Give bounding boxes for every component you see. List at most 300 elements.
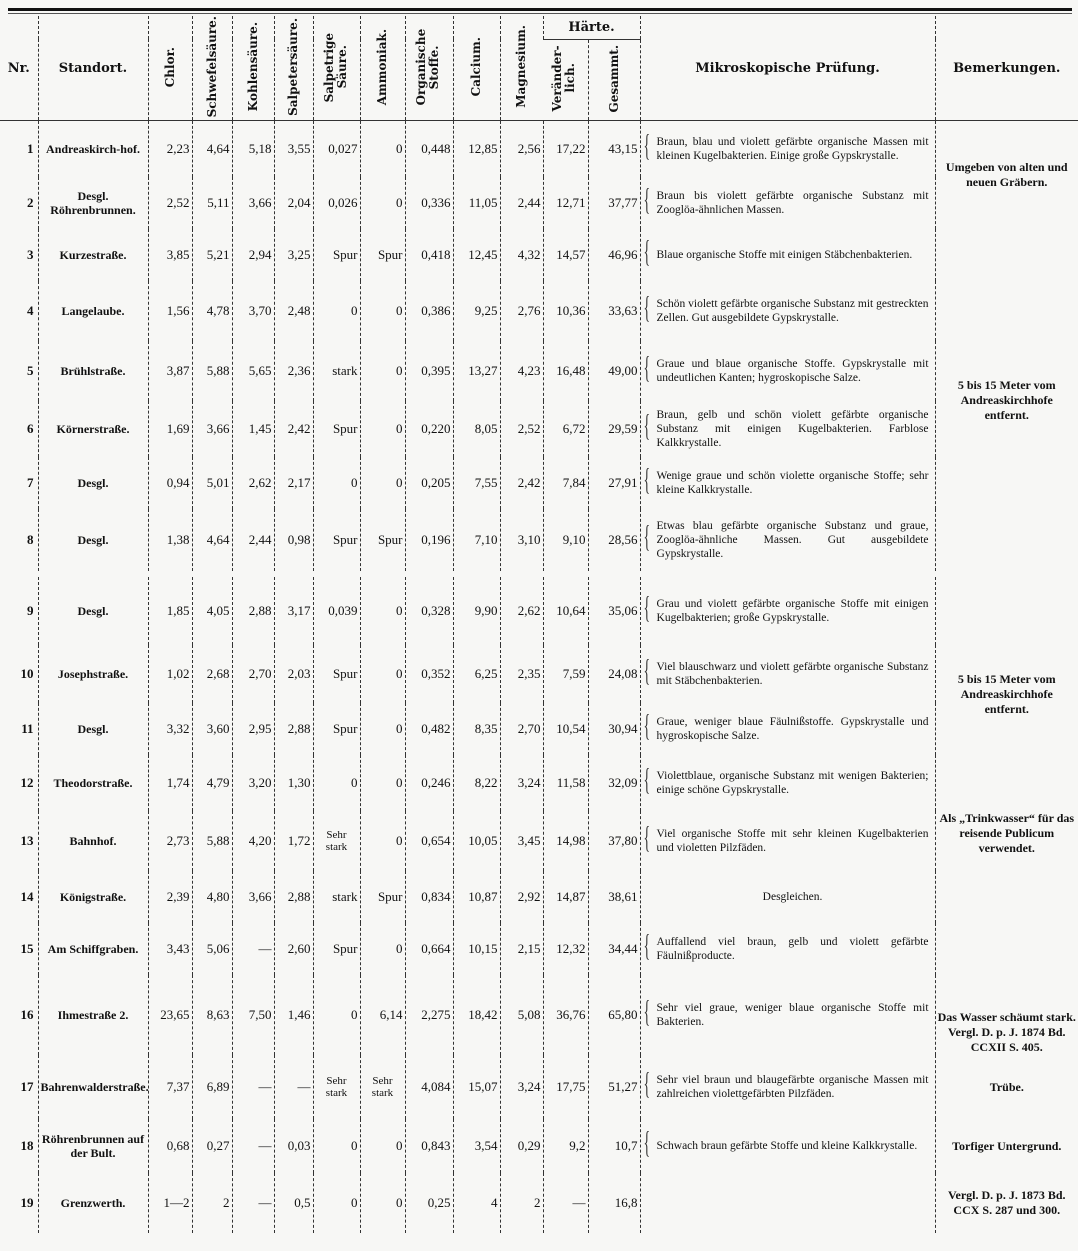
value-magnesium: 2,35 [500,645,543,703]
value-schwefel: 3,60 [192,703,232,755]
top-rule-thin [8,13,1072,14]
location-cell: Josephstraße. [38,645,148,703]
header-organische-label: Organische Stoffe. [414,28,441,106]
value-gesammt: 33,63 [588,281,640,341]
row-number: 13 [20,833,34,849]
value-gesammt: 16,8 [588,1173,640,1233]
value-gesammt: 65,80 [588,975,640,1055]
header-ammoniak-label: Ammoniak. [375,28,389,105]
value-gesammt: 46,96 [588,229,640,281]
table-row [0,177,1078,229]
microscopic-result: { Violettblaue, organische Substanz mit wenigen Bakterien; einige schöne Gypskrystalle. [640,755,935,811]
value-magnesium: 0,29 [500,1119,543,1173]
value-chlor: 3,32 [148,703,192,755]
value-organ: 0,336 [405,177,453,229]
value-gesammt: 28,56 [588,509,640,571]
remark-group-1-2: Umgeben von alten und neuen Gräbern. [935,121,1078,230]
value-magnesium: 4,32 [500,229,543,281]
value-organ: 0,386 [405,281,453,341]
value-calcium: 12,85 [453,121,500,178]
location-cell: Brühlstraße. [38,341,148,401]
value-organ: 0,246 [405,755,453,811]
value-kohlen: 2,62 [232,457,274,509]
value-schwefel: 2 [192,1173,232,1233]
value-organ: 0,395 [405,341,453,401]
value-kohlen: 3,66 [232,871,274,923]
location-cell: Röhrenbrunnen auf der Bult. [38,1119,148,1173]
microscopic-result: Desgleichen. [640,871,935,923]
value-organ: 0,220 [405,401,453,457]
value-ammoniak: 0 [360,341,405,401]
location-cell: Grenzwerth. [38,1173,148,1233]
row-number: 10 [20,666,34,682]
value-salpetrig: Spur [313,401,360,457]
remark: Torfiger Untergrund. [935,1119,1078,1173]
value-calcium: 15,07 [453,1055,500,1119]
location-cell: Theodorstraße. [38,755,148,811]
header-veraenderlich-label: Veränder-lich. [550,45,578,112]
value-chlor: 1,85 [148,577,192,645]
value-salpeter: 2,48 [274,281,313,341]
value-organ: 0,205 [405,457,453,509]
value-veraend: 6,72 [543,401,588,457]
value-salpetrig: Spur [313,703,360,755]
microscopic-result: { Viel blauschwarz und violett gefärbte organische Substanz mit Stäbchenbakterien. [640,645,935,703]
value-calcium: 18,42 [453,975,500,1055]
value-organ: 0,834 [405,871,453,923]
value-magnesium: 5,08 [500,975,543,1055]
value-chlor: 1—2 [148,1173,192,1233]
value-salpetrig: 0 [313,1173,360,1233]
microscopic-result: { Sehr viel graue, weniger blaue organische Stoffe mit Bakterien. [640,975,935,1055]
value-veraend: — [543,1173,588,1233]
value-salpetrig: 0 [313,1119,360,1173]
value-schwefel: 4,05 [192,577,232,645]
microscopic-result: { Wenige graue und schön violette organische Stoffe; sehr kleine Kalkkrystalle. [640,457,935,509]
value-organ: 0,25 [405,1173,453,1233]
value-chlor: 1,56 [148,281,192,341]
value-organ: 0,448 [405,121,453,178]
location-cell: Ihmestraße 2. [38,975,148,1055]
value-calcium: 7,55 [453,457,500,509]
value-veraend: 12,32 [543,923,588,975]
header-gesammt-label: Gesammt. [606,44,621,113]
value-chlor: 0,68 [148,1119,192,1173]
value-ammoniak: 0 [360,755,405,811]
value-kohlen: 3,20 [232,755,274,811]
table-row [0,121,1078,178]
location-cell: Bahrenwalderstraße. [38,1055,148,1119]
value-kohlen: 2,94 [232,229,274,281]
value-chlor: 3,43 [148,923,192,975]
value-ammoniak: 0 [360,577,405,645]
value-salpeter: 2,03 [274,645,313,703]
row-number: 1 [27,141,34,157]
value-kohlen: 2,88 [232,577,274,645]
value-chlor: 1,74 [148,755,192,811]
value-veraend: 12,71 [543,177,588,229]
value-ammoniak: 0 [360,703,405,755]
location-cell: Desgl. Röhrenbrunnen. [38,177,148,229]
value-gesammt: 49,00 [588,341,640,401]
value-chlor: 2,39 [148,871,192,923]
value-calcium: 12,45 [453,229,500,281]
value-magnesium: 3,45 [500,811,543,871]
value-salpetrig: 0,039 [313,577,360,645]
value-salpetrig: 0,027 [313,121,360,178]
value-salpeter: 3,25 [274,229,313,281]
table-row [0,755,1078,811]
value-magnesium: 2,70 [500,703,543,755]
microscopic-result: { Braun, blau und violett gefärbte organische Massen mit kleinen Kugelbakterien. Einige große Gypskrystalle. [640,121,935,178]
table-body [0,121,1078,1234]
location-cell: Langelaube. [38,281,148,341]
remark-group-3-8: 5 bis 15 Meter vom Andreaskirchhofe entfernt. [935,229,1078,571]
value-salpeter: 0,98 [274,509,313,571]
value-chlor: 2,73 [148,811,192,871]
value-gesammt: 37,77 [588,177,640,229]
value-ammoniak: 0 [360,923,405,975]
row-number: 4 [27,303,34,319]
row-number: 16 [20,1007,34,1023]
value-calcium: 8,22 [453,755,500,811]
value-calcium: 8,35 [453,703,500,755]
value-salpetrig: 0 [313,755,360,811]
value-calcium: 4 [453,1173,500,1233]
value-veraend: 36,76 [543,975,588,1055]
value-veraend: 10,36 [543,281,588,341]
location-cell: Desgl. [38,457,148,509]
value-gesammt: 43,15 [588,121,640,178]
microscopic-result: { Braun, gelb und schön violett gefärbte organische Substanz mit einigen Kugelbakterien. Farblose Kalkkrystalle. [640,401,935,457]
location-cell: Desgl. [38,703,148,755]
value-chlor: 1,69 [148,401,192,457]
microscopic-result: { Etwas blau gefärbte organische Substanz und graue, Zooglöa-ähnliche Massen. Gut ausgebildete Gypskrystalle. [640,509,935,571]
value-ammoniak: Spur [360,229,405,281]
value-salpeter: 1,72 [274,811,313,871]
value-magnesium: 2,62 [500,577,543,645]
value-gesammt: 24,08 [588,645,640,703]
value-kohlen: 2,70 [232,645,274,703]
value-gesammt: 38,61 [588,871,640,923]
value-ammoniak: 0 [360,1119,405,1173]
remark: Als „Trinkwasser“ für das reisende Publicum verwendet. [935,811,1078,923]
value-schwefel: 4,64 [192,509,232,571]
value-veraend: 7,84 [543,457,588,509]
value-magnesium: 2 [500,1173,543,1233]
value-schwefel: 6,89 [192,1055,232,1119]
value-calcium: 10,15 [453,923,500,975]
value-calcium: 10,87 [453,871,500,923]
location-cell: Königstraße. [38,871,148,923]
value-schwefel: 0,27 [192,1119,232,1173]
value-gesammt: 30,94 [588,703,640,755]
row-number: 9 [27,603,34,619]
value-ammoniak: 0 [360,811,405,871]
value-magnesium: 2,15 [500,923,543,975]
header-organische-stoffe [405,16,453,121]
value-chlor: 3,85 [148,229,192,281]
value-veraend: 9,2 [543,1119,588,1173]
header-haerte: Härte. [543,16,640,39]
value-ammoniak: Spur [360,871,405,923]
value-schwefel: 3,66 [192,401,232,457]
value-salpetrig: 0 [313,975,360,1055]
value-schwefel: 4,80 [192,871,232,923]
value-schwefel: 5,88 [192,341,232,401]
value-veraend: 7,59 [543,645,588,703]
value-salpeter: 2,88 [274,703,313,755]
value-kohlen: 5,65 [232,341,274,401]
value-magnesium: 3,24 [500,1055,543,1119]
value-ammoniak: 0 [360,121,405,178]
location-cell: Desgl. [38,509,148,571]
value-veraend: 16,48 [543,341,588,401]
value-schwefel: 5,01 [192,457,232,509]
value-chlor: 7,37 [148,1055,192,1119]
value-organ: 4,084 [405,1055,453,1119]
row-number: 15 [20,941,34,957]
table-row [0,509,1078,571]
value-organ: 0,654 [405,811,453,871]
remark: Trübe. [935,1055,1078,1119]
value-salpeter: 0,03 [274,1119,313,1173]
value-calcium: 8,05 [453,401,500,457]
value-schwefel: 4,78 [192,281,232,341]
remark: Vergl. D. p. J. 1873 Bd. CCX S. 287 und 300. [935,1173,1078,1233]
value-kohlen: — [232,923,274,975]
table-row [0,341,1078,401]
value-veraend: 17,22 [543,121,588,178]
header-nr: Nr. [0,16,38,121]
microscopic-result: { Auffallend viel braun, gelb und violett gefärbte Fäulnißproducte. [640,923,935,975]
row-number: 6 [27,421,34,437]
value-calcium: 9,90 [453,577,500,645]
table-row [0,1173,1078,1233]
value-veraend: 17,75 [543,1055,588,1119]
table-row [0,577,1078,645]
value-schwefel: 5,88 [192,811,232,871]
value-veraend: 14,98 [543,811,588,871]
header-schwefelsaeure-label: Schwefelsäure. [204,16,219,118]
location-cell: Am Schiffgraben. [38,923,148,975]
location-cell: Körnerstraße. [38,401,148,457]
value-magnesium: 2,42 [500,457,543,509]
value-salpetrig: stark [313,871,360,923]
value-magnesium: 2,76 [500,281,543,341]
value-magnesium: 2,52 [500,401,543,457]
location-cell: Andreaskirch-hof. [38,121,148,178]
table-row [0,401,1078,457]
value-kohlen: 2,44 [232,509,274,571]
value-schwefel: 4,64 [192,121,232,178]
value-veraend: 10,64 [543,577,588,645]
value-schwefel: 4,79 [192,755,232,811]
header-salpetrige-saeure [313,16,360,121]
value-chlor: 1,02 [148,645,192,703]
value-veraend: 14,87 [543,871,588,923]
table-row [0,811,1078,871]
value-calcium: 3,54 [453,1119,500,1173]
row-number: 14 [20,889,34,905]
header-kohlensaeure [232,16,274,121]
header-kohlensaeure-label: Kohlensäure. [245,22,260,112]
value-salpetrig: Sehr stark [313,811,360,871]
value-magnesium: 4,23 [500,341,543,401]
value-ammoniak: 0 [360,1173,405,1233]
value-veraend: 9,10 [543,509,588,571]
header-magnesium [500,16,543,121]
table-row [0,871,1078,923]
value-kohlen: — [232,1173,274,1233]
location-cell: Bahnhof. [38,811,148,871]
value-salpeter: 3,55 [274,121,313,178]
remark: Das Wasser schäumt stark. Vergl. D. p. J. 1874 Bd. CCXII S. 405. [935,923,1078,1055]
microscopic-result [640,1173,935,1233]
value-organ: 0,328 [405,577,453,645]
header-schwefelsaeure [192,16,232,121]
value-salpeter: 2,88 [274,871,313,923]
value-schwefel: 2,68 [192,645,232,703]
value-gesammt: 34,44 [588,923,640,975]
value-salpetrig: 0 [313,281,360,341]
header-bemerkungen: Bemerkungen. [935,16,1078,121]
header-magnesium-label: Magnesium. [514,25,528,109]
microscopic-result: { Viel organische Stoffe mit sehr kleinen Kugelbakterien und violetten Pilzfäden. [640,811,935,871]
remark-group-9-12: 5 bis 15 Meter vom Andreaskirchhofe entfernt. [935,577,1078,811]
header-veraenderlich [543,39,588,120]
value-schwefel: 5,21 [192,229,232,281]
value-organ: 0,196 [405,509,453,571]
value-veraend: 11,58 [543,755,588,811]
row-number: 11 [21,721,34,737]
value-salpeter: 2,36 [274,341,313,401]
value-calcium: 13,27 [453,341,500,401]
value-salpeter: 0,5 [274,1173,313,1233]
table-row [0,923,1078,975]
row-number: 5 [27,363,34,379]
value-ammoniak: 0 [360,177,405,229]
value-salpetrig: Spur [313,229,360,281]
value-magnesium: 3,10 [500,509,543,571]
header-calcium [453,16,500,121]
microscopic-result: { Graue, weniger blaue Fäulnißstoffe. Gypskrystalle und hygroskopische Salze. [640,703,935,755]
table-row [0,457,1078,509]
value-ammoniak: Sehr stark [360,1055,405,1119]
value-salpetrig: 0,026 [313,177,360,229]
header-calcium-label: Calcium. [469,37,483,97]
table-row [0,1055,1078,1119]
table-row [0,281,1078,341]
water-analysis-table [0,16,1078,1233]
value-kohlen: 5,18 [232,121,274,178]
value-schwefel: 8,63 [192,975,232,1055]
value-gesammt: 27,91 [588,457,640,509]
value-kohlen: 4,20 [232,811,274,871]
value-organ: 2,275 [405,975,453,1055]
header-mikroskopische-pruefung: Mikroskopische Prüfung. [640,16,935,121]
value-salpeter: 2,17 [274,457,313,509]
table-row [0,1119,1078,1173]
value-calcium: 10,05 [453,811,500,871]
table-row [0,645,1078,703]
value-salpeter: 2,60 [274,923,313,975]
value-ammoniak: 0 [360,281,405,341]
value-magnesium: 3,24 [500,755,543,811]
microscopic-result: { Grau und violett gefärbte organische Stoffe mit einigen Kugelbakterien; große Gypskrystalle. [640,577,935,645]
row-number: 17 [20,1079,34,1095]
value-gesammt: 29,59 [588,401,640,457]
value-salpetrig: Sehr stark [313,1055,360,1119]
value-salpetrig: Spur [313,509,360,571]
microscopic-result: { Sehr viel braun und blaugefärbte organische Massen mit zahlreichen violettgefärbten Pilzfäden. [640,1055,935,1119]
value-ammoniak: 0 [360,401,405,457]
row-number: 12 [20,775,34,791]
header-salpetrige-label: Salpetrige Säure. [321,31,349,102]
value-salpeter: 1,30 [274,755,313,811]
value-chlor: 23,65 [148,975,192,1055]
value-schwefel: 5,11 [192,177,232,229]
value-kohlen: — [232,1119,274,1173]
value-salpeter: 3,17 [274,577,313,645]
value-magnesium: 2,92 [500,871,543,923]
header-salpetersaeure-label: Salpetersäure. [286,17,300,116]
value-veraend: 10,54 [543,703,588,755]
microscopic-result: { Schön violett gefärbte organische Substanz mit gestreckten Zellen. Gut ausgebildete Gypskrystalle. [640,281,935,341]
microscopic-result: { Braun bis violett gefärbte organische Substanz mit Zooglöa-ähnlichen Massen. [640,177,935,229]
value-salpetrig: stark [313,341,360,401]
value-salpeter: 2,04 [274,177,313,229]
value-chlor: 3,87 [148,341,192,401]
value-gesammt: 37,80 [588,811,640,871]
header-salpetersaeure [274,16,313,121]
value-schwefel: 5,06 [192,923,232,975]
value-kohlen: 3,66 [232,177,274,229]
value-organ: 0,352 [405,645,453,703]
value-calcium: 11,05 [453,177,500,229]
value-chlor: 1,38 [148,509,192,571]
header-chlor-label: Chlor. [162,46,177,87]
value-gesammt: 32,09 [588,755,640,811]
value-kohlen: 1,45 [232,401,274,457]
value-ammoniak: Spur [360,509,405,571]
value-chlor: 0,94 [148,457,192,509]
value-magnesium: 2,44 [500,177,543,229]
value-gesammt: 10,7 [588,1119,640,1173]
table-row [0,703,1078,755]
row-number: 2 [27,195,34,211]
row-number: 19 [20,1195,34,1211]
microscopic-result: { Graue und blaue organische Stoffe. Gypskrystalle mit undeutlichen Kanten; hygroskopische Salze. [640,341,935,401]
value-veraend: 14,57 [543,229,588,281]
value-kohlen: — [232,1055,274,1119]
header-standort: Standort. [38,16,148,121]
row-number: 3 [27,247,34,263]
value-ammoniak: 0 [360,457,405,509]
value-calcium: 9,25 [453,281,500,341]
row-number: 18 [20,1138,34,1154]
value-kohlen: 7,50 [232,975,274,1055]
value-ammoniak: 0 [360,645,405,703]
value-salpetrig: Spur [313,645,360,703]
row-number: 7 [27,475,34,491]
value-salpeter: — [274,1055,313,1119]
value-kohlen: 3,70 [232,281,274,341]
microscopic-result: { Schwach braun gefärbte Stoffe und kleine Kalkkrystalle. [640,1119,935,1173]
table-row [0,229,1078,281]
top-rule [8,8,1072,11]
value-gesammt: 35,06 [588,577,640,645]
